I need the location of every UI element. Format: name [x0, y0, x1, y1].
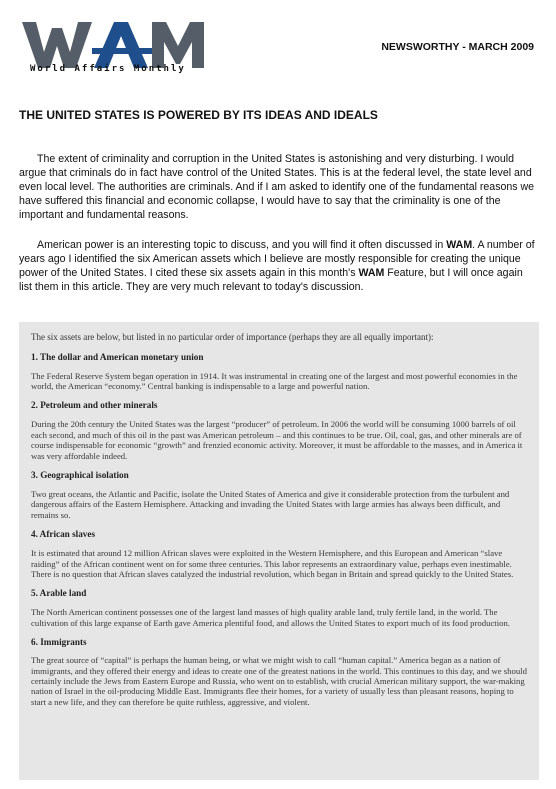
asset-body: It is estimated that around 12 million African slaves were exploited in the Western Hemisphere, and this European and American “slave raiding” of the African continent went on for some three centuries. This labor represents an extraordinary value, perhaps even inestimable. There is no question that African slaves catalyzed the industrial revolution, which began in Britain and spread quickly to the United States.: [31, 548, 514, 579]
asset-item: [31, 470, 527, 520]
asset-item: [31, 352, 527, 392]
asset-heading: 2. Petroleum and other minerals: [31, 400, 158, 411]
asset-item: [31, 529, 527, 579]
asset-body: The great source of “capital” is perhaps the human being, or what we might wish to call “human capital.” America began as a nation of immigrants, and they offered their energy and ideas to create one of the greatest nations in the world. This continues to this day, and we should certainly include the Jews from Eastern Europe and Russia, who went on to establish, with crucial American military support, the war-making nation of Israel in the oil-producing Middle East. Immigrants flee their homes, for a variety of usually less than pleasant reasons, hoping to start a new life, and they can therefore be quite ruthless, aggressive, and violent.: [31, 655, 527, 707]
asset-body: The Federal Reserve System began operation in 1914. It was instrumental in creating one of the largest and most powerful economies in the world, the American “economy.” Central banking is indispensable to a large and powerful nation.: [31, 370, 518, 391]
paragraph-1: The extent of criminality and corruption in the United States is astonishing and very disturbing. I would argue that criminals do in fact have control of the United States. This is at the federal level, the state level and even local level. The authorities are criminals. And if I am asked to identify one of the fundamental reasons we have suffered this financial and economic collapse, I would have to say that the criminality is one of the important and fundamental reasons.: [19, 153, 535, 221]
wam-mention: WAM: [358, 267, 385, 279]
asset-item: [31, 637, 527, 707]
asset-item: [31, 588, 527, 628]
issue-label: NEWSWORTHY - MARCH 2009: [381, 41, 534, 53]
wam-mention: WAM: [446, 239, 473, 251]
assets-intro: The six assets are below, but listed in no particular order of importance (perhaps they are all equally important):: [31, 332, 434, 342]
paragraph-2-text-c: . A number of years ago I identified the six American assets which I believe are mostly responsible for creating the unique power of the United States. I cited these six assets again in this month's: [19, 239, 535, 279]
article-title: THE UNITED STATES IS POWERED BY ITS IDEAS AND IDEALS: [19, 108, 378, 122]
paragraph-2: [19, 238, 537, 294]
asset-heading: 6. Immigrants: [31, 637, 87, 648]
logo-subtitle: World Affairs Monthly: [30, 64, 186, 74]
asset-heading: 4. African slaves: [31, 529, 96, 540]
asset-item: [31, 400, 527, 461]
asset-body: During the 20th century the United States was the largest “producer” of petroleum. In 2006 the world will be consuming 1000 barrels of oil each second, and much of this oil in the past was American petroleum – and this continues to be true. Oil, coal, gas, and other minerals are of course indispensable for economic “growth” and frenzied economic activity. Moreover, it must be affordable to the masses, and in America it was very affordable indeed.: [31, 419, 523, 461]
asset-heading: 1. The dollar and American monetary union: [31, 351, 204, 362]
assets-scanned-box: [19, 322, 539, 780]
paragraph-2-text-a: American power is an interesting topic to discuss, and you will find it often discussed in: [37, 239, 447, 251]
asset-body: Two great oceans, the Atlantic and Pacific, isolate the United States of America and give it considerable protection from the turbulent and dangerous affairs of the Eastern Hemisphere. Attacking and invading the United States with large armies has always been difficult, and remains so.: [31, 488, 510, 520]
asset-heading: 3. Geographical isolation: [31, 469, 129, 480]
paragraph-2-text-e: Feature, but I will once again list them in this article. They are very much relevant to today's discussion.: [19, 267, 523, 293]
asset-heading: 5. Arable land: [31, 588, 87, 599]
asset-body: The North American continent possesses one of the largest land masses of high quality arable land, truly fertile land, in the world. The cultivation of this large expanse of Earth gave America plentiful food, and allows the United States to export much of its food production.: [31, 607, 510, 628]
